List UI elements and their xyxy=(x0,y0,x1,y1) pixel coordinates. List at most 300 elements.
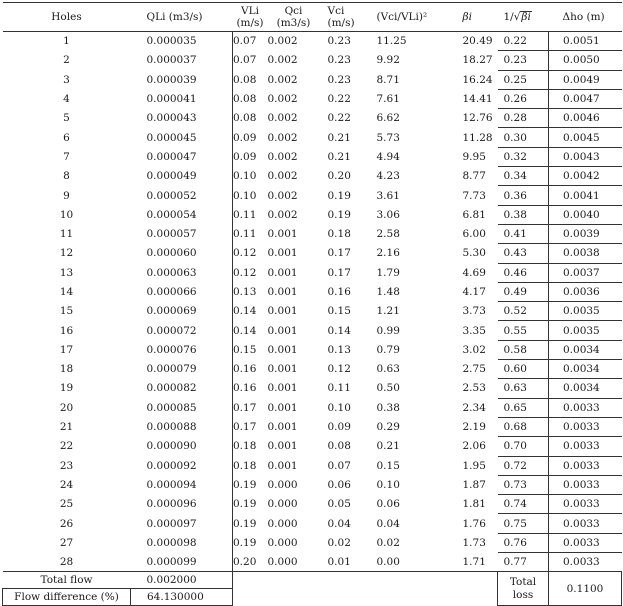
cell-delta-h: 0.0049 xyxy=(549,70,622,89)
cell-ratio: 5.73 xyxy=(376,131,400,144)
cell-inv-sqrt-beta: 0.49 xyxy=(498,282,549,301)
cell-qli: 0.000092 xyxy=(131,456,233,475)
header-qli: QLi (m3/s) xyxy=(131,3,233,32)
cell-vli: 0.09 xyxy=(233,150,257,163)
cell-qci: 0.001 xyxy=(267,401,298,414)
cell-vli: 0.18 xyxy=(233,440,257,453)
header-row xyxy=(3,3,622,32)
cell-vci: 0.20 xyxy=(327,170,351,183)
cell-beta: 5.30 xyxy=(462,247,486,260)
cell-ratio: 0.06 xyxy=(376,498,400,511)
cell-vli: 0.09 xyxy=(233,131,257,144)
cell-inv-sqrt-beta: 0.55 xyxy=(498,321,549,340)
cell-qli: 0.000043 xyxy=(131,109,233,128)
cell-ratio: 8.71 xyxy=(376,73,400,86)
header-holes: Holes xyxy=(3,3,131,32)
cell-hole: 23 xyxy=(59,459,74,472)
cell-hole: 5 xyxy=(63,112,70,125)
cell-hole: 27 xyxy=(59,536,74,549)
cell-qli: 0.000076 xyxy=(131,340,233,359)
cell-beta: 14.41 xyxy=(462,93,493,106)
cell-inv-sqrt-beta: 0.58 xyxy=(498,340,549,359)
cell-vci: 0.21 xyxy=(327,150,351,163)
cell-vci: 0.09 xyxy=(327,421,351,434)
cell-qli: 0.000090 xyxy=(131,437,233,456)
table-footer xyxy=(3,572,622,606)
table-row xyxy=(3,302,622,321)
cell-ratio: 3.61 xyxy=(376,189,400,202)
cell-inv-sqrt-beta: 0.22 xyxy=(498,32,549,51)
cell-vli: 0.07 xyxy=(233,54,257,67)
cell-delta-h: 0.0033 xyxy=(549,553,622,572)
cell-inv-sqrt-beta: 0.60 xyxy=(498,360,549,379)
table-row xyxy=(3,340,622,359)
table-row xyxy=(3,379,622,398)
cell-vli: 0.11 xyxy=(233,208,257,221)
cell-ratio: 3.06 xyxy=(376,208,400,221)
cell-beta: 20.49 xyxy=(462,35,493,48)
header-delta-h: Δho (m) xyxy=(549,3,622,32)
cell-vli: 0.17 xyxy=(233,401,257,414)
cell-qli: 0.000057 xyxy=(131,224,233,243)
table-row xyxy=(3,89,622,108)
cell-qci: 0.001 xyxy=(267,305,298,318)
cell-ratio: 1.79 xyxy=(376,266,400,279)
cell-qci: 0.002 xyxy=(267,189,298,202)
cell-ratio: 0.04 xyxy=(376,517,400,530)
table-row xyxy=(3,417,622,436)
cell-hole: 25 xyxy=(59,498,74,511)
cell-beta: 2.19 xyxy=(462,421,486,434)
cell-beta: 12.76 xyxy=(462,112,493,125)
total-flow-value: 0.002000 xyxy=(131,572,233,589)
cell-hole: 1 xyxy=(63,35,70,48)
header-qci-line2: (m3/s) xyxy=(276,17,311,29)
cell-qli: 0.000039 xyxy=(131,70,233,89)
table-row xyxy=(3,167,622,186)
cell-vli: 0.15 xyxy=(233,343,257,356)
cell-vli: 0.19 xyxy=(233,498,257,511)
cell-hole: 21 xyxy=(59,421,74,434)
total-loss-value: 0.1100 xyxy=(549,572,622,606)
cell-ratio: 9.92 xyxy=(376,54,400,67)
cell-beta: 1.76 xyxy=(462,517,486,530)
cell-vci: 0.08 xyxy=(327,440,351,453)
cell-hole: 4 xyxy=(63,93,70,106)
table-row xyxy=(3,109,622,128)
cell-vci: 0.16 xyxy=(327,286,351,298)
cell-ratio: 0.00 xyxy=(376,555,400,568)
header-vli xyxy=(233,3,268,32)
header-vli-line1: VLi xyxy=(241,5,259,17)
table-row xyxy=(3,437,622,456)
cell-vci: 0.23 xyxy=(327,73,351,86)
cell-hole: 7 xyxy=(63,150,70,163)
cell-qli: 0.000041 xyxy=(131,89,233,108)
header-qci xyxy=(268,3,320,32)
cell-delta-h: 0.0041 xyxy=(549,186,622,205)
cell-hole: 12 xyxy=(59,247,74,260)
table-row xyxy=(3,205,622,224)
cell-vci: 0.07 xyxy=(327,459,351,472)
cell-qci: 0.002 xyxy=(267,54,298,67)
cell-vli: 0.07 xyxy=(233,35,257,48)
table-body xyxy=(3,32,622,572)
cell-qli: 0.000088 xyxy=(131,417,233,436)
cell-inv-sqrt-beta: 0.70 xyxy=(498,437,549,456)
cell-delta-h: 0.0046 xyxy=(549,109,622,128)
header-qci-line1: Qci xyxy=(284,5,303,17)
cell-vli: 0.10 xyxy=(233,189,257,202)
cell-beta: 6.81 xyxy=(462,208,486,221)
cell-delta-h: 0.0042 xyxy=(549,167,622,186)
cell-delta-h: 0.0034 xyxy=(549,360,622,379)
cell-qci: 0.000 xyxy=(267,536,298,549)
cell-ratio: 0.79 xyxy=(376,343,400,356)
sqrt-icon: √ xyxy=(513,11,521,23)
total-flow-label: Total flow xyxy=(3,572,131,589)
cell-hole: 16 xyxy=(59,324,74,337)
cell-qli: 0.000049 xyxy=(131,167,233,186)
cell-beta: 1.87 xyxy=(462,478,486,491)
cell-qli: 0.000045 xyxy=(131,128,233,147)
cell-beta: 1.71 xyxy=(462,555,486,568)
cell-hole: 3 xyxy=(63,73,70,86)
cell-qci: 0.001 xyxy=(267,343,298,356)
header-vli-line2: (m/s) xyxy=(236,17,264,29)
cell-vci: 0.14 xyxy=(327,324,351,337)
cell-ratio: 0.02 xyxy=(376,536,400,549)
cell-delta-h: 0.0036 xyxy=(549,282,622,301)
cell-ratio: 1.21 xyxy=(376,305,400,318)
cell-ratio: 6.62 xyxy=(376,112,400,125)
cell-qli: 0.000079 xyxy=(131,360,233,379)
cell-delta-h: 0.0038 xyxy=(549,244,622,263)
cell-qci: 0.001 xyxy=(267,382,298,395)
cell-inv-sqrt-beta: 0.23 xyxy=(498,51,549,70)
cell-delta-h: 0.0033 xyxy=(549,475,622,494)
cell-ratio: 0.21 xyxy=(376,440,400,453)
cell-qli: 0.000094 xyxy=(131,475,233,494)
cell-qci: 0.002 xyxy=(267,170,298,183)
cell-hole: 11 xyxy=(59,228,74,241)
header-inv-inner: βi xyxy=(521,11,531,23)
cell-vci: 0.22 xyxy=(327,93,351,106)
cell-hole: 9 xyxy=(63,189,70,202)
cell-vli: 0.12 xyxy=(233,266,257,279)
cell-inv-sqrt-beta: 0.30 xyxy=(498,128,549,147)
cell-ratio: 4.94 xyxy=(376,150,400,163)
cell-beta: 3.02 xyxy=(462,343,486,356)
cell-inv-sqrt-beta: 0.28 xyxy=(498,109,549,128)
cell-ratio: 0.15 xyxy=(376,459,400,472)
cell-beta: 16.24 xyxy=(462,73,493,86)
cell-qci: 0.001 xyxy=(267,459,298,472)
cell-delta-h: 0.0040 xyxy=(549,205,622,224)
cell-qli: 0.000047 xyxy=(131,147,233,166)
cell-delta-h: 0.0047 xyxy=(549,89,622,108)
table-figure xyxy=(0,2,623,604)
cell-qci: 0.001 xyxy=(267,440,298,453)
cell-inv-sqrt-beta: 0.72 xyxy=(498,456,549,475)
cell-hole: 17 xyxy=(59,343,74,356)
header-ratio: (Vci/VLi)² xyxy=(369,3,447,32)
cell-qci: 0.002 xyxy=(267,150,298,163)
cell-vli: 0.16 xyxy=(233,382,257,395)
cell-qci: 0.002 xyxy=(267,112,298,125)
cell-delta-h: 0.0033 xyxy=(549,398,622,417)
cell-vli: 0.16 xyxy=(233,363,257,376)
cell-qli: 0.000082 xyxy=(131,379,233,398)
cell-vci: 0.18 xyxy=(327,228,351,241)
cell-delta-h: 0.0033 xyxy=(549,437,622,456)
cell-ratio: 2.58 xyxy=(376,228,400,241)
cell-beta: 18.27 xyxy=(462,54,493,67)
total-loss-line2: loss xyxy=(512,588,534,601)
cell-vci: 0.01 xyxy=(327,555,351,568)
flow-diff-value: 64.130000 xyxy=(131,589,233,606)
cell-vli: 0.18 xyxy=(233,459,257,472)
cell-qli: 0.000097 xyxy=(131,514,233,533)
cell-vci: 0.11 xyxy=(327,382,351,395)
cell-inv-sqrt-beta: 0.43 xyxy=(498,244,549,263)
table-row xyxy=(3,360,622,379)
cell-inv-sqrt-beta: 0.34 xyxy=(498,167,549,186)
cell-qci: 0.001 xyxy=(267,247,298,260)
table-row xyxy=(3,475,622,494)
cell-vli: 0.19 xyxy=(233,517,257,530)
cell-inv-sqrt-beta: 0.26 xyxy=(498,89,549,108)
cell-vli: 0.13 xyxy=(233,286,257,298)
cell-qli: 0.000096 xyxy=(131,495,233,514)
cell-ratio: 7.61 xyxy=(376,93,400,106)
cell-delta-h: 0.0050 xyxy=(549,51,622,70)
cell-inv-sqrt-beta: 0.68 xyxy=(498,417,549,436)
cell-qci: 0.002 xyxy=(267,35,298,48)
cell-ratio: 0.29 xyxy=(376,421,400,434)
cell-delta-h: 0.0034 xyxy=(549,379,622,398)
cell-vli: 0.17 xyxy=(233,421,257,434)
table-row xyxy=(3,244,622,263)
cell-qci: 0.002 xyxy=(267,208,298,221)
cell-qci: 0.000 xyxy=(267,498,298,511)
header-inv-sqrt-beta xyxy=(498,3,549,32)
cell-delta-h: 0.0034 xyxy=(549,340,622,359)
cell-qli: 0.000069 xyxy=(131,302,233,321)
table-row xyxy=(3,51,622,70)
flow-diff-label: Flow difference (%) xyxy=(3,589,131,606)
cell-vci: 0.19 xyxy=(327,189,351,202)
cell-inv-sqrt-beta: 0.76 xyxy=(498,533,549,552)
cell-delta-h: 0.0037 xyxy=(549,263,622,282)
cell-beta: 1.95 xyxy=(462,459,486,472)
header-beta-text: βi xyxy=(462,11,472,23)
cell-qci: 0.001 xyxy=(267,286,298,298)
cell-vci: 0.10 xyxy=(327,401,351,414)
cell-qli: 0.000063 xyxy=(131,263,233,282)
cell-vli: 0.14 xyxy=(233,324,257,337)
cell-beta: 8.77 xyxy=(462,170,486,183)
cell-hole: 19 xyxy=(59,382,74,395)
cell-vci: 0.15 xyxy=(327,305,351,318)
header-vci-line2: (m/s) xyxy=(327,17,355,29)
cell-delta-h: 0.0045 xyxy=(549,128,622,147)
cell-vci: 0.17 xyxy=(327,247,351,260)
cell-inv-sqrt-beta: 0.41 xyxy=(498,224,549,243)
cell-hole: 2 xyxy=(63,54,70,67)
cell-hole: 28 xyxy=(59,555,74,568)
cell-vci: 0.13 xyxy=(327,343,351,356)
table-row xyxy=(3,32,622,51)
header-inv-prefix: 1/ xyxy=(503,11,514,23)
cell-vli: 0.12 xyxy=(233,247,257,260)
table-row xyxy=(3,456,622,475)
cell-beta: 2.53 xyxy=(462,382,486,395)
cell-inv-sqrt-beta: 0.36 xyxy=(498,186,549,205)
cell-inv-sqrt-beta: 0.74 xyxy=(498,495,549,514)
cell-beta: 3.73 xyxy=(462,305,486,318)
cell-hole: 26 xyxy=(59,517,74,530)
table-row xyxy=(3,398,622,417)
cell-qci: 0.002 xyxy=(267,131,298,144)
cell-qci: 0.001 xyxy=(267,228,298,241)
hole-flow-table xyxy=(2,2,622,606)
cell-qli: 0.000066 xyxy=(131,282,233,301)
cell-vci: 0.22 xyxy=(327,112,351,125)
cell-qci: 0.002 xyxy=(267,93,298,106)
cell-ratio: 0.38 xyxy=(376,401,400,414)
cell-vci: 0.19 xyxy=(327,208,351,221)
cell-qli: 0.000054 xyxy=(131,205,233,224)
cell-delta-h: 0.0039 xyxy=(549,224,622,243)
cell-qci: 0.001 xyxy=(267,363,298,376)
total-loss-line1: Total xyxy=(509,575,537,588)
table-row xyxy=(3,553,622,572)
table-row xyxy=(3,321,622,340)
cell-vli: 0.20 xyxy=(233,555,257,568)
cell-hole: 22 xyxy=(59,440,74,453)
table-row xyxy=(3,128,622,147)
total-flow-row xyxy=(3,572,622,589)
cell-vli: 0.19 xyxy=(233,478,257,491)
cell-hole: 24 xyxy=(59,478,74,491)
cell-vli: 0.08 xyxy=(233,112,257,125)
cell-inv-sqrt-beta: 0.32 xyxy=(498,147,549,166)
footer-blank-bottom xyxy=(233,589,498,606)
cell-ratio: 0.63 xyxy=(376,363,400,376)
cell-vci: 0.04 xyxy=(327,517,351,530)
header-beta xyxy=(447,3,498,32)
cell-vci: 0.21 xyxy=(327,131,351,144)
cell-delta-h: 0.0033 xyxy=(549,533,622,552)
cell-vci: 0.12 xyxy=(327,363,351,376)
cell-delta-h: 0.0033 xyxy=(549,514,622,533)
cell-vli: 0.14 xyxy=(233,305,257,318)
header-vci xyxy=(320,3,369,32)
cell-beta: 1.73 xyxy=(462,536,486,549)
cell-qli: 0.000085 xyxy=(131,398,233,417)
cell-hole: 18 xyxy=(59,363,74,376)
cell-hole: 10 xyxy=(59,208,74,221)
cell-inv-sqrt-beta: 0.25 xyxy=(498,70,549,89)
cell-ratio: 2.16 xyxy=(376,247,400,260)
cell-qli: 0.000037 xyxy=(131,51,233,70)
table-row xyxy=(3,224,622,243)
cell-ratio: 0.99 xyxy=(376,324,400,337)
cell-hole: 6 xyxy=(63,131,70,144)
cell-beta: 9.95 xyxy=(462,150,486,163)
table-row xyxy=(3,514,622,533)
cell-delta-h: 0.0051 xyxy=(549,32,622,51)
cell-vli: 0.08 xyxy=(233,73,257,86)
cell-hole: 13 xyxy=(59,266,74,279)
cell-inv-sqrt-beta: 0.52 xyxy=(498,302,549,321)
cell-ratio: 0.50 xyxy=(376,382,400,395)
cell-vli: 0.10 xyxy=(233,170,257,183)
cell-vci: 0.17 xyxy=(327,266,351,279)
cell-delta-h: 0.0033 xyxy=(549,456,622,475)
cell-beta: 11.28 xyxy=(462,131,493,144)
cell-inv-sqrt-beta: 0.75 xyxy=(498,514,549,533)
cell-delta-h: 0.0035 xyxy=(549,321,622,340)
table-row xyxy=(3,282,622,301)
cell-beta: 4.69 xyxy=(462,266,486,279)
cell-inv-sqrt-beta: 0.73 xyxy=(498,475,549,494)
cell-inv-sqrt-beta: 0.65 xyxy=(498,398,549,417)
cell-vci: 0.02 xyxy=(327,536,351,549)
cell-vli: 0.11 xyxy=(233,228,257,241)
table-row xyxy=(3,147,622,166)
cell-ratio: 11.25 xyxy=(376,35,407,48)
cell-beta: 2.75 xyxy=(462,363,486,376)
cell-beta: 2.06 xyxy=(462,440,486,453)
cell-hole: 20 xyxy=(59,401,74,414)
cell-inv-sqrt-beta: 0.77 xyxy=(498,553,549,572)
cell-qli: 0.000052 xyxy=(131,186,233,205)
cell-hole: 15 xyxy=(59,305,74,318)
cell-qci: 0.001 xyxy=(267,421,298,434)
cell-beta: 3.35 xyxy=(462,324,486,337)
table-row xyxy=(3,70,622,89)
cell-qli: 0.000098 xyxy=(131,533,233,552)
cell-ratio: 0.10 xyxy=(376,478,400,491)
cell-qci: 0.001 xyxy=(267,324,298,337)
cell-vci: 0.23 xyxy=(327,35,351,48)
table-row xyxy=(3,533,622,552)
cell-delta-h: 0.0033 xyxy=(549,417,622,436)
cell-hole: 14 xyxy=(59,286,74,298)
table-row xyxy=(3,186,622,205)
total-loss-label xyxy=(498,572,549,606)
header-vci-line1: Vci xyxy=(327,5,345,17)
cell-delta-h: 0.0033 xyxy=(549,495,622,514)
cell-vci: 0.06 xyxy=(327,478,351,491)
cell-qci: 0.001 xyxy=(267,266,298,279)
cell-beta: 2.34 xyxy=(462,401,486,414)
cell-vci: 0.05 xyxy=(327,498,351,511)
cell-beta: 6.00 xyxy=(462,228,486,241)
table-row xyxy=(3,495,622,514)
cell-inv-sqrt-beta: 0.63 xyxy=(498,379,549,398)
cell-qci: 0.000 xyxy=(267,478,298,491)
cell-qli: 0.000060 xyxy=(131,244,233,263)
cell-vli: 0.19 xyxy=(233,536,257,549)
cell-beta: 1.81 xyxy=(462,498,486,511)
cell-delta-h: 0.0043 xyxy=(549,147,622,166)
cell-qci: 0.002 xyxy=(267,73,298,86)
cell-beta: 4.17 xyxy=(462,286,486,298)
footer-blank-top xyxy=(233,572,498,589)
